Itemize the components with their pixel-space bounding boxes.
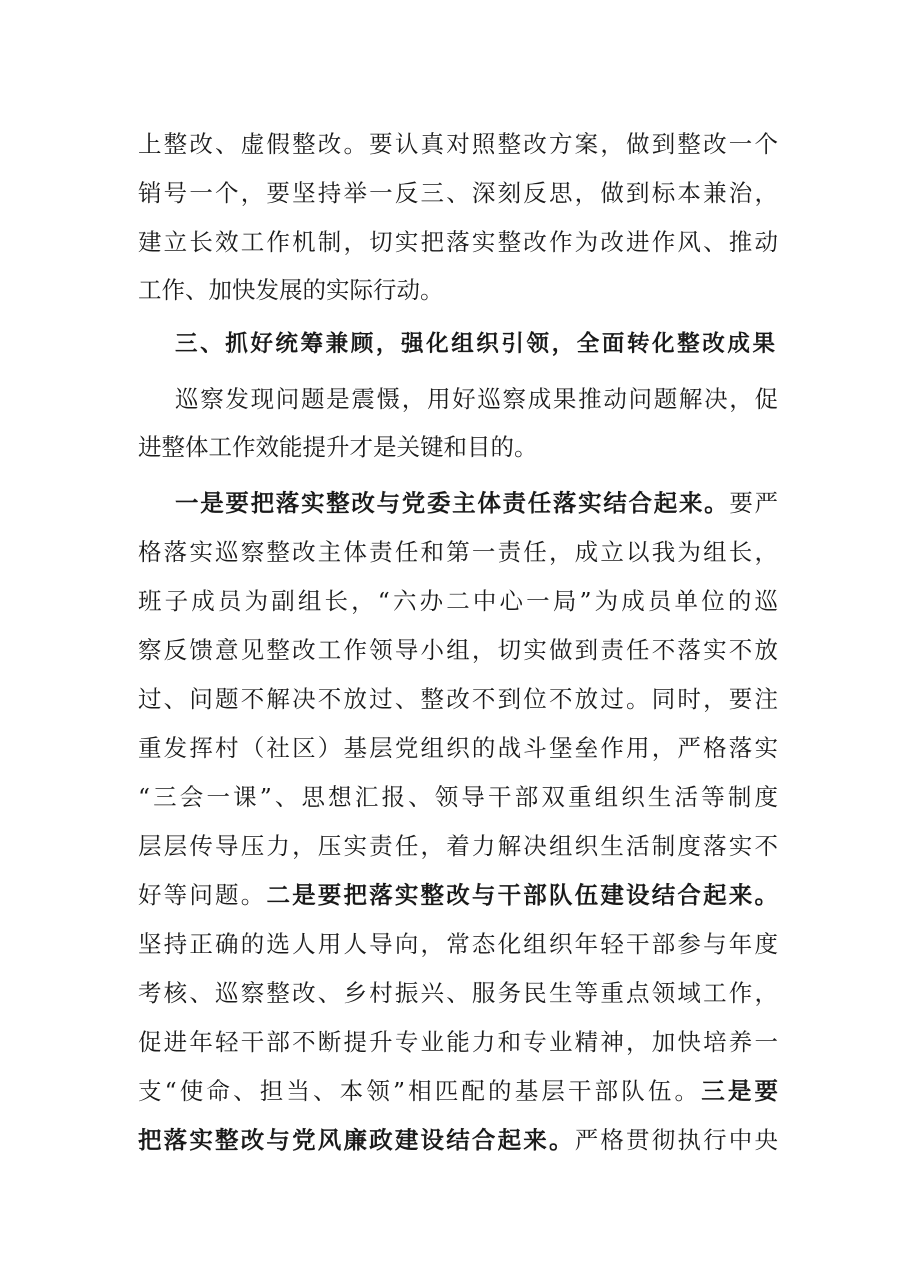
paragraph-line (138, 272, 778, 308)
bold-text-segment: 二是要把落实整改与干部队伍建设结合起来。 (266, 881, 778, 909)
paragraph-line (138, 175, 778, 211)
text-segment: 要严 (729, 489, 779, 517)
paragraph-line (138, 828, 778, 864)
text-segment: 建立长效工作机制，切实把落实整改作为改进作风、推动 (138, 228, 778, 256)
text-segment: “三会一课”、思想汇报、领导干部双重组织生活等制度 (138, 783, 778, 811)
paragraph-line (138, 1024, 778, 1060)
paragraph-line (138, 126, 778, 162)
paragraph-line (138, 779, 778, 815)
bold-text-segment: 一是要把落实整改与党委主体责任落实结合起来。 (175, 489, 730, 517)
text-segment: 好等问题。 (138, 881, 267, 909)
paragraph-line (138, 877, 778, 913)
text-segment: 考核、巡察整改、乡村振兴、服务民生等重点领域工作， (138, 979, 778, 1007)
text-segment: 严格贯彻执行中央 (574, 1126, 778, 1154)
paragraph-line (138, 534, 778, 570)
bold-text-segment: 把落实整改与党风廉政建设结合起来。 (138, 1126, 575, 1154)
text-segment: 上整改、虚假整改。要认真对照整改方案，做到整改一个 (138, 130, 778, 158)
paragraph-line (138, 730, 778, 766)
text-segment: 支“使命、担当、本领”相匹配的基层干部队伍。 (138, 1077, 702, 1105)
text-segment: 进整体工作效能提升才是关键和目的。 (138, 433, 538, 461)
text-segment: 促进年轻干部不断提升专业能力和专业精神，加快培养一 (138, 1028, 778, 1056)
text-segment: 坚持正确的选人用人导向，常态化组织年轻干部参与年度 (138, 930, 778, 958)
text-segment: 层层传导压力，压实责任，着力解决组织生活制度落实不 (138, 832, 778, 860)
paragraph-line (175, 381, 778, 417)
paragraph-line (138, 583, 778, 619)
paragraph-line (138, 1122, 778, 1158)
paragraph-line (138, 926, 778, 962)
paragraph-line (138, 681, 778, 717)
text-segment: 重发挥村（社区）基层党组织的战斗堡垒作用，严格落实 (138, 734, 778, 762)
text-segment: 过、问题不解决不放过、整改不到位不放过。同时，要注 (138, 685, 778, 713)
text-segment: 巡察发现问题是震慑，用好巡察成果推动问题解决，促 (175, 385, 778, 413)
paragraph-line (138, 975, 778, 1011)
section-heading (175, 326, 775, 362)
heading-text: 三、抓好统筹兼顾，强化组织引领，全面转化整改成果 (175, 331, 775, 357)
text-segment: 察反馈意见整改工作领导小组，切实做到责任不落实不放 (138, 636, 778, 664)
text-segment: 班子成员为副组长，“六办二中心一局”为成员单位的巡 (138, 587, 778, 615)
paragraph-line (138, 1073, 778, 1109)
paragraph-line (138, 224, 778, 260)
bold-text-segment: 三是要 (701, 1077, 779, 1105)
paragraph-line (175, 485, 778, 521)
paragraph-line (138, 632, 778, 668)
text-segment: 工作、加快发展的实际行动。 (138, 276, 444, 304)
paragraph-line (138, 429, 778, 465)
text-segment: 格落实巡察整改主体责任和第一责任，成立以我为组长， (138, 538, 778, 566)
text-segment: 销号一个，要坚持举一反三、深刻反思，做到标本兼治， (138, 179, 778, 207)
